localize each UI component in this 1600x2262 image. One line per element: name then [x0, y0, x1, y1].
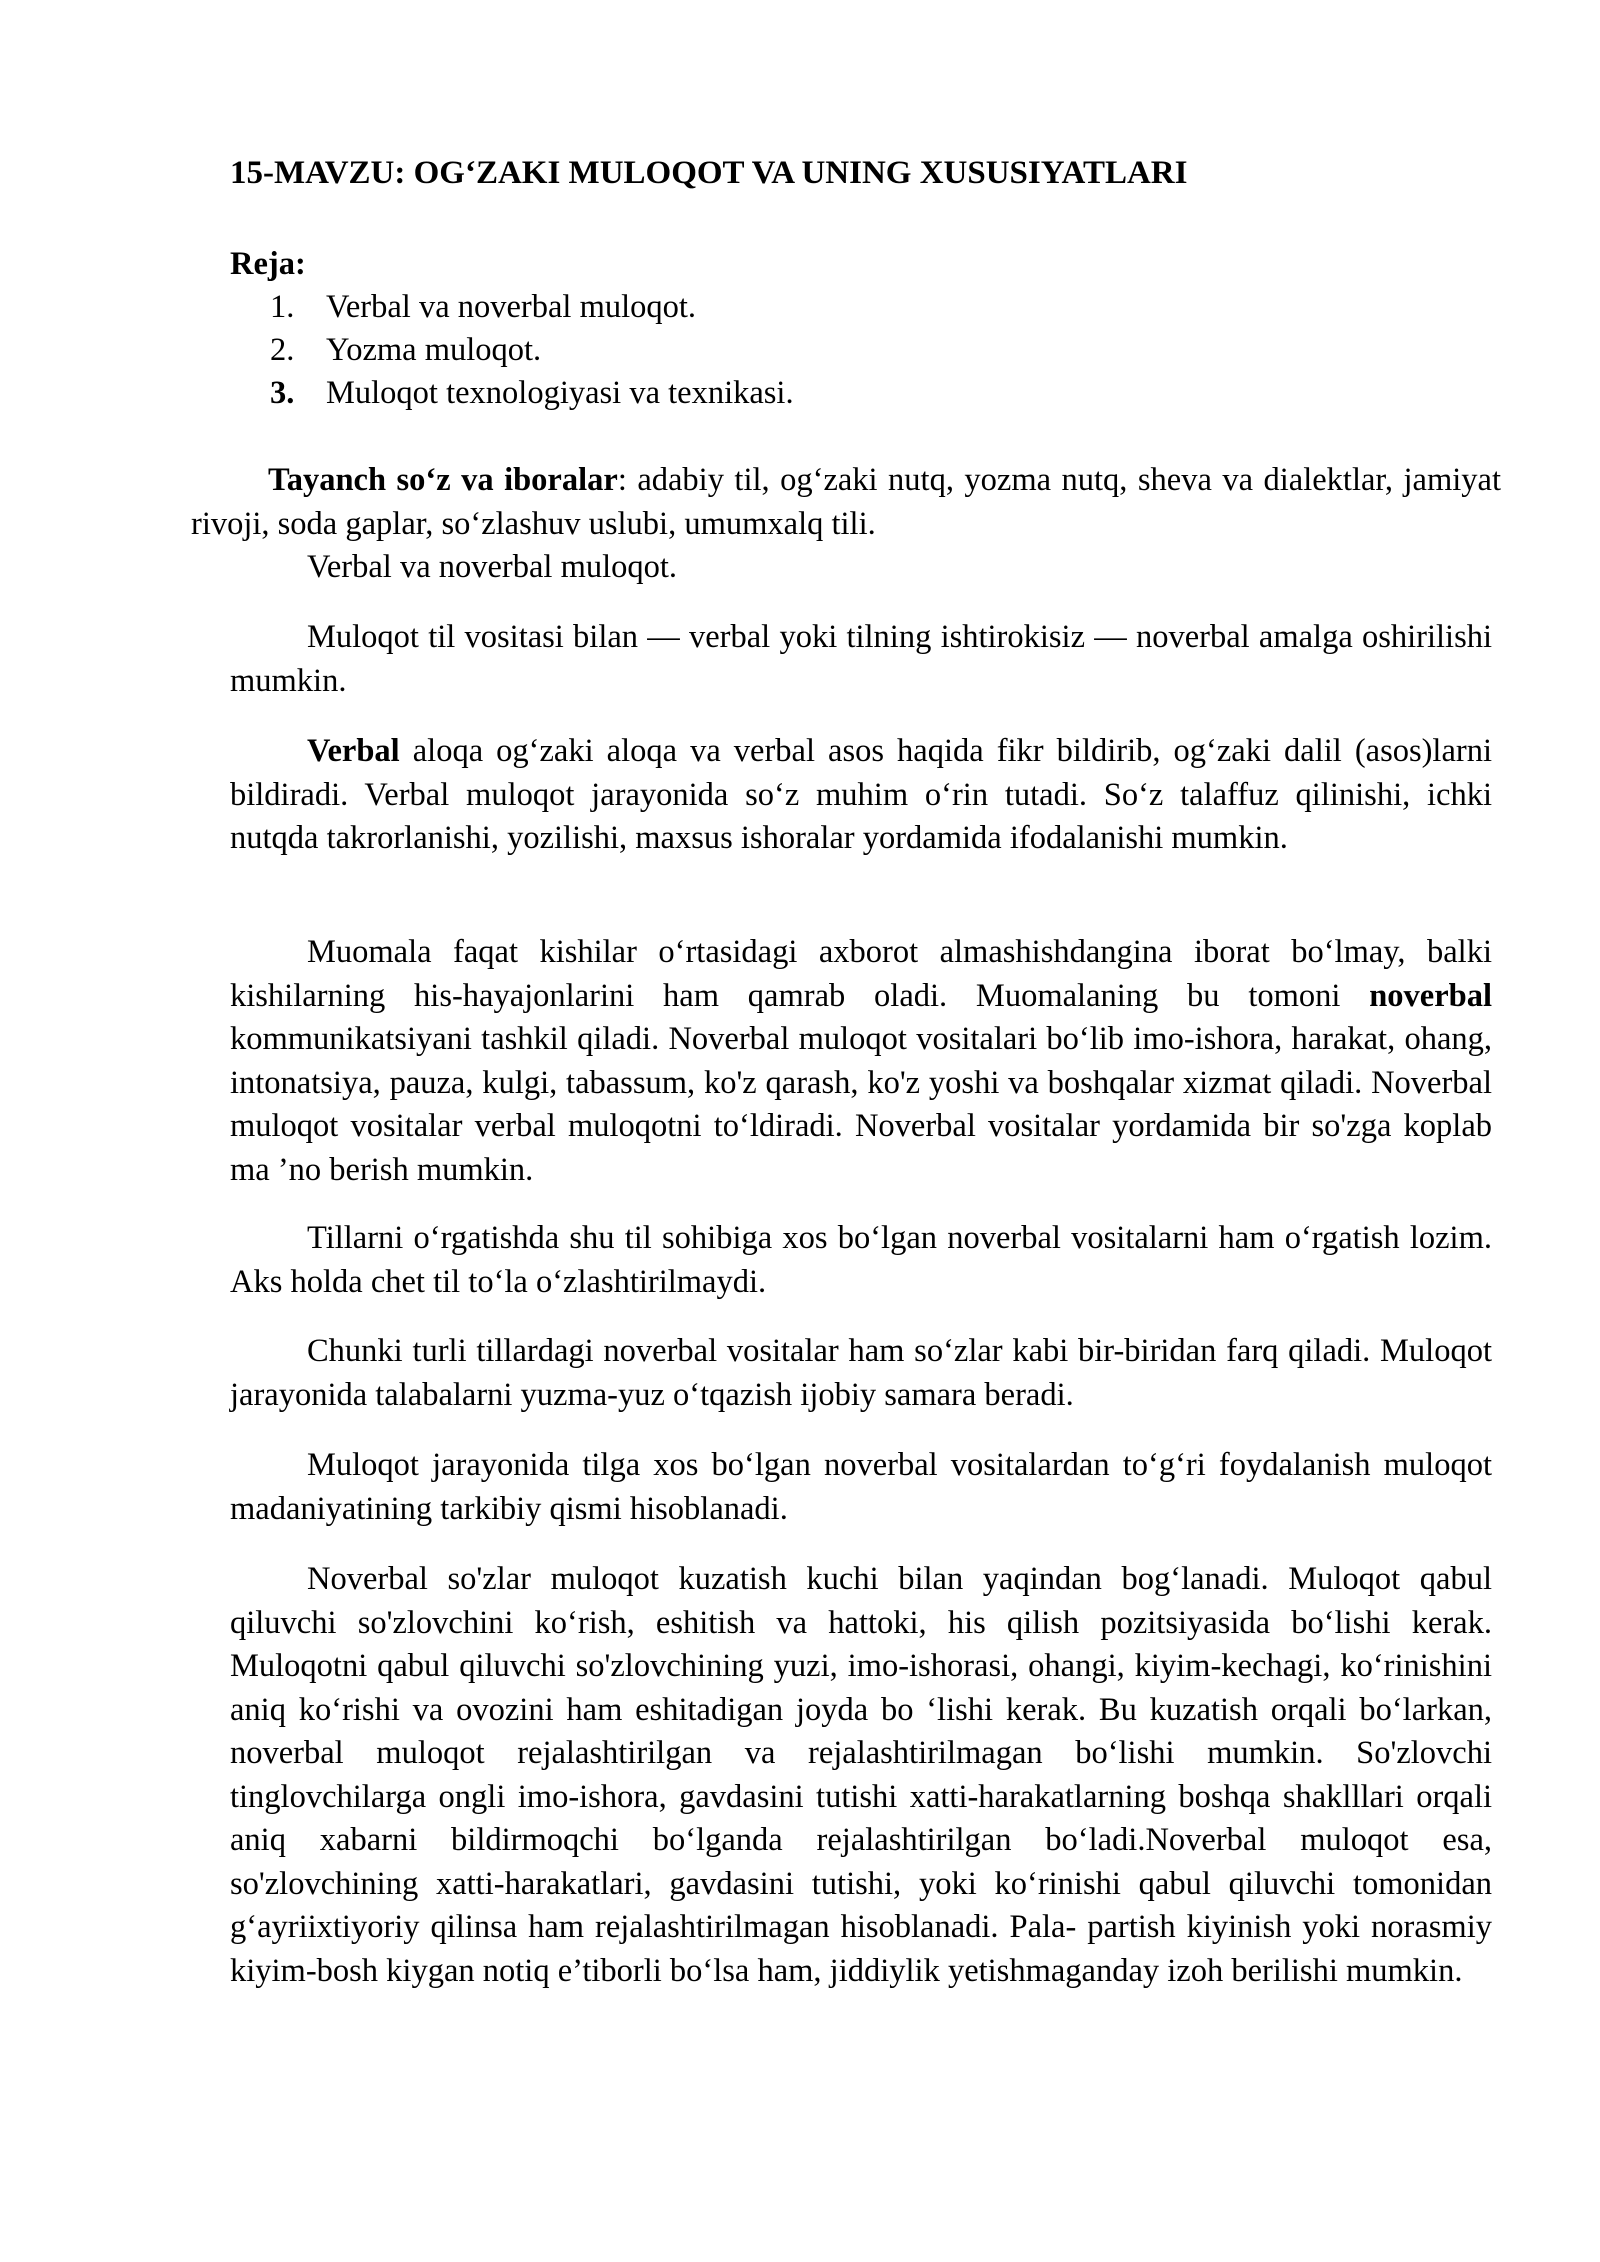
- keywords-text: : adabiy til, og‘zaki nutq, yozma nutq, sheva va dialektlar, jamiyat rivoji, soda gaplar, so‘zlashuv uslubi, umumxalq tili.: [191, 462, 1501, 542]
- paragraph-2: [230, 730, 1492, 861]
- keywords-label: Tayanch so‘z va iboralar: [268, 462, 618, 498]
- plan-item-text: Muloqot texnologiyasi va texnikasi.: [326, 375, 794, 411]
- plan-item-text: Verbal va noverbal muloqot.: [326, 289, 697, 325]
- paragraph-6: Muloqot jarayonida tilga xos bo‘lgan noverbal vositalardan to‘g‘ri foydalanish muloqot madaniyatining tarkibiy qismi hisoblanadi.: [230, 1447, 1492, 1527]
- paragraph-3-text-b: kommunikatsiyani tashkil qiladi. Noverbal muloqot vositalari bo‘lib imo-ishora, harakat, ohang, intonatsiya, pauza, kulgi, tabassum, ko'z qarash, ko'z yoshi va boshqalar xizmat qiladi. Noverbal muloqot vositalar verbal muloqotni to‘ldiradi. Noverbal vositalar yordamida bir so'zga koplab ma ’no berish mumkin.: [230, 1021, 1492, 1188]
- plan-item: [270, 329, 541, 373]
- plan-item-number: 3.: [270, 375, 295, 411]
- section-heading: Verbal va noverbal muloqot.: [307, 549, 678, 585]
- paragraph-1: Muloqot til vositasi bilan — verbal yoki tilning ishtirokisiz — noverbal amalga oshirilishi mumkin.: [230, 619, 1492, 699]
- verbal-term: Verbal: [307, 733, 400, 769]
- paragraph-4: Tillarni o‘rgatishda shu til sohibiga xos bo‘lgan noverbal vositalarni ham o‘rgatish lozim. Aks holda chet til to‘la o‘zlashtirilmaydi.: [230, 1220, 1492, 1300]
- noverbal-term: noverbal: [1369, 977, 1492, 1014]
- page-title: 15-MAVZU: OG‘ZAKI MULOQOT VA UNING XUSUSIYATLARI: [230, 155, 1188, 191]
- paragraph-3-text-a: Muomala faqat kishilar o‘rtasidagi axborot almashishdangina iborat bo‘lmay, balki kishilarning his-hayajonlarini ham qamrab oladi. Muomalaning bu tomoni: [230, 934, 1492, 1014]
- plan-heading: Reja:: [230, 246, 306, 282]
- keywords-paragraph: [191, 459, 1501, 546]
- plan-item-number: 2.: [270, 332, 295, 368]
- paragraph-2-text: aloqa og‘zaki aloqa va verbal asos haqida fikr bildirib, og‘zaki dalil (asos)larni bildiradi. Verbal muloqot jarayonida so‘z muhim o‘rin tutadi. So‘z talaffuz qilinishi, ichki nutqda takrorlanishi, yozilishi, maxsus ishoralar yordamida ifodalanishi mumkin.: [230, 733, 1492, 856]
- plan-item: [270, 372, 794, 416]
- paragraph-3: [230, 931, 1492, 1192]
- plan-item-number: 1.: [270, 289, 295, 325]
- plan-item-text: Yozma muloqot.: [326, 332, 542, 368]
- paragraph-7: Noverbal so'zlar muloqot kuzatish kuchi bilan yaqindan bog‘lanadi. Muloqot qabul qiluvchi so'zlovchini ko‘rish, eshitish va hattoki, his qilish pozitsiyasida bo‘lishi kerak. Muloqotni qabul qiluvchi so'zlovchining yuzi, imo-ishorasi, ohangi, kiyim-kechagi, ko‘rinishini aniq ko‘rishi va ovozini ham eshitadigan joyda bo ‘lishi kerak. Bu kuzatish orqali bo‘larkan, noverbal muloqot rejalashtirilgan va rejalashtirilmagan bo‘lishi mumkin. So'zlovchi tinglovchilarga ongli imo-ishora, gavdasini tutishi xatti-harakatlarning boshqa shaklllari orqali aniq xabarni bildirmoqchi bo‘lganda rejalashtirilgan bo‘ladi.Noverbal muloqot esa, so'zlovchining xatti-harakatlari, gavdasini tutishi, yoki ko‘rinishi qabul qiluvchi tomonidan g‘ayriixtiyoriy qilinsa ham rejalashtirilmagan hisoblanadi. Pala- partish kiyinish yoki norasmiy kiyim-bosh kiygan notiq e’tiborli bo‘lsa ham, jiddiylik yetishmaganday izoh berilishi mumkin.: [230, 1561, 1492, 1989]
- paragraph-5: Chunki turli tillardagi noverbal vositalar ham so‘zlar kabi bir-biridan farq qiladi. Muloqot jarayonida talabalarni yuzma-yuz o‘tqazish ijobiy samara beradi.: [230, 1333, 1492, 1413]
- plan-item: [270, 286, 696, 330]
